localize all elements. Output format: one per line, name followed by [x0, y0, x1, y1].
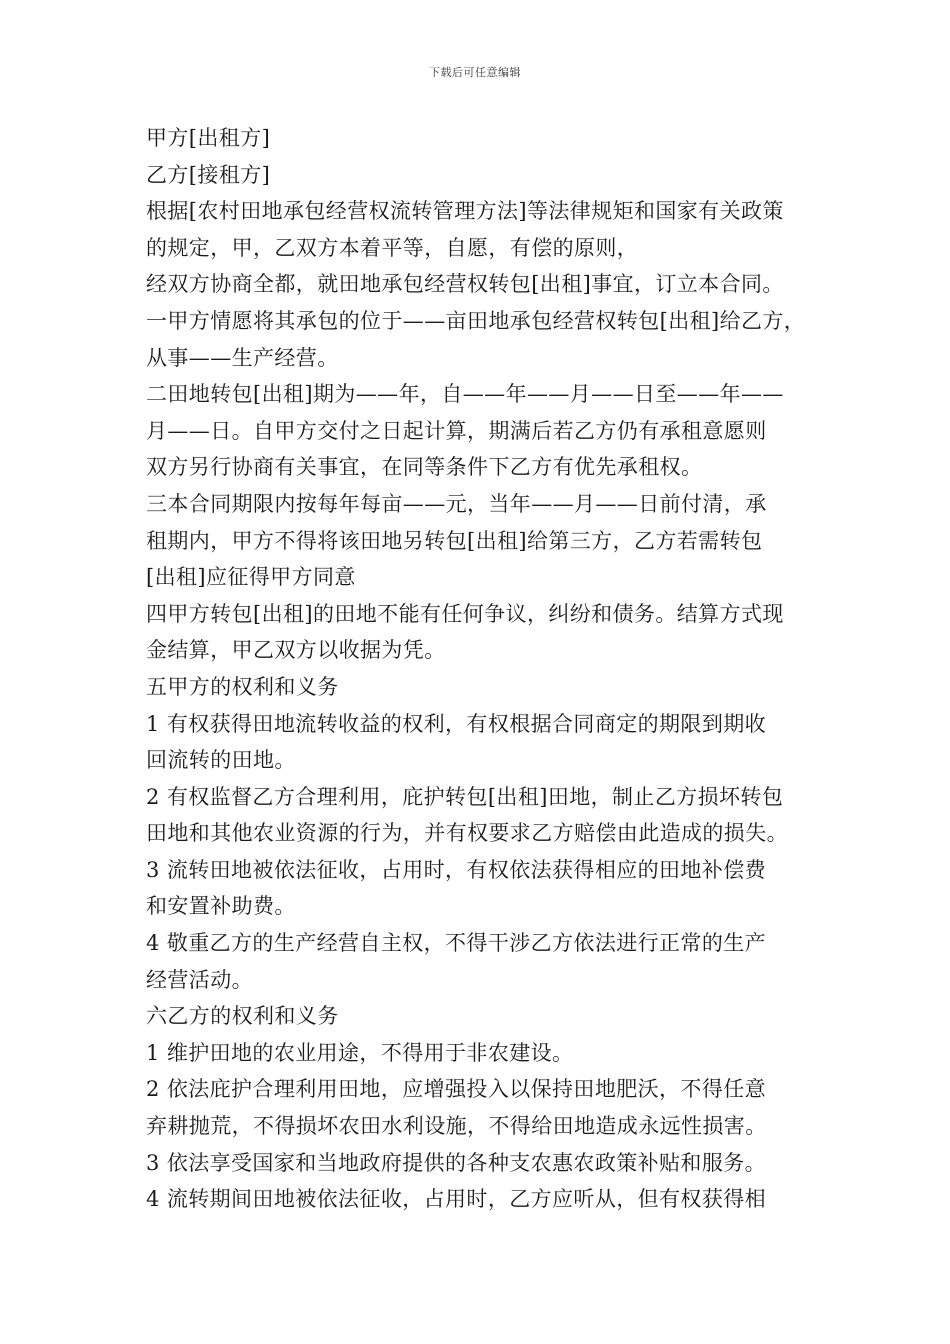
text-line: 根据[农村田地承包经营权流转管理方法]等法律规矩和国家有关政策	[146, 199, 784, 224]
text-line: 甲方[出租方]	[146, 126, 271, 150]
text-line: 经双方协商全都，就田地承包经营权转包[出租]事宜，订立本合同。	[146, 272, 784, 297]
section-heading: 六乙方的权利和义务	[146, 1004, 339, 1029]
text-line: 和安置补助费。	[146, 894, 296, 919]
text-line: 的规定，甲，乙双方本着平等，自愿，有偿的原则，	[146, 235, 639, 260]
text-line: 3 依法享受国家和当地政府提供的各种支农惠农政策补贴和服务。	[146, 1150, 767, 1175]
text-line: 一甲方情愿将其承包的位于——亩田地承包经营权转包[出租]给乙方，	[146, 308, 806, 333]
text-line: 二田地转包[出租]期为——年，自——年——月——日至——年——	[146, 382, 784, 407]
text-line: 4 敬重乙方的生产经营自主权，不得干涉乙方依法进行正常的生产	[146, 931, 767, 956]
text-line: 双方另行协商有关事宜，在同等条件下乙方有优先承租权。	[146, 455, 703, 480]
text-line: 弃耕抛荒，不得损坏农田水利设施，不得给田地造成永远性损害。	[146, 1114, 767, 1139]
text-line: 三本合同期限内按每年每亩——元，当年——月——日前付清，承	[146, 491, 767, 516]
text-line: 经营活动。	[146, 967, 253, 992]
section-heading: 五甲方的权利和义务	[146, 674, 339, 699]
text-line: 四甲方转包[出租]的田地不能有任何争议，纠纷和债务。结算方式现	[146, 601, 784, 626]
text-line: 1 维护田地的农业用途，不得用于非农建设。	[146, 1040, 574, 1065]
text-line: 月——日。自甲方交付之日起计算，期满后若乙方仍有承租意愿则	[146, 418, 767, 443]
page-header: 下载后可任意编辑	[429, 66, 521, 79]
contract-body	[146, 120, 826, 1218]
text-line: 乙方[接租方]	[146, 162, 271, 187]
text-line: 4 流转期间田地被依法征收，占用时，乙方应听从，但有权获得相	[146, 1187, 767, 1212]
text-line: 回流转的田地。	[146, 748, 296, 773]
text-line: 2 有权监督乙方合理利用，庇护转包[出租]田地，制止乙方损坏转包	[146, 784, 784, 809]
text-line: 1 有权获得田地流转收益的权利，有权根据合同商定的期限到期收	[146, 711, 767, 736]
text-line: 租期内，甲方不得将该田地另转包[出租]给第三方，乙方若需转包	[146, 528, 763, 553]
text-line: 2 依法庇护合理利用田地，应增强投入以保持田地肥沃，不得任意	[146, 1077, 767, 1102]
text-line: 3 流转田地被依法征收，占用时，有权依法获得相应的田地补偿费	[146, 857, 767, 882]
text-line: 田地和其他农业资源的行为，并有权要求乙方赔偿由此造成的损失。	[146, 821, 788, 846]
text-line: [出租]应征得甲方同意	[146, 565, 356, 590]
text-line: 从事——生产经营。	[146, 345, 339, 370]
text-line: 金结算，甲乙双方以收据为凭。	[146, 638, 446, 663]
